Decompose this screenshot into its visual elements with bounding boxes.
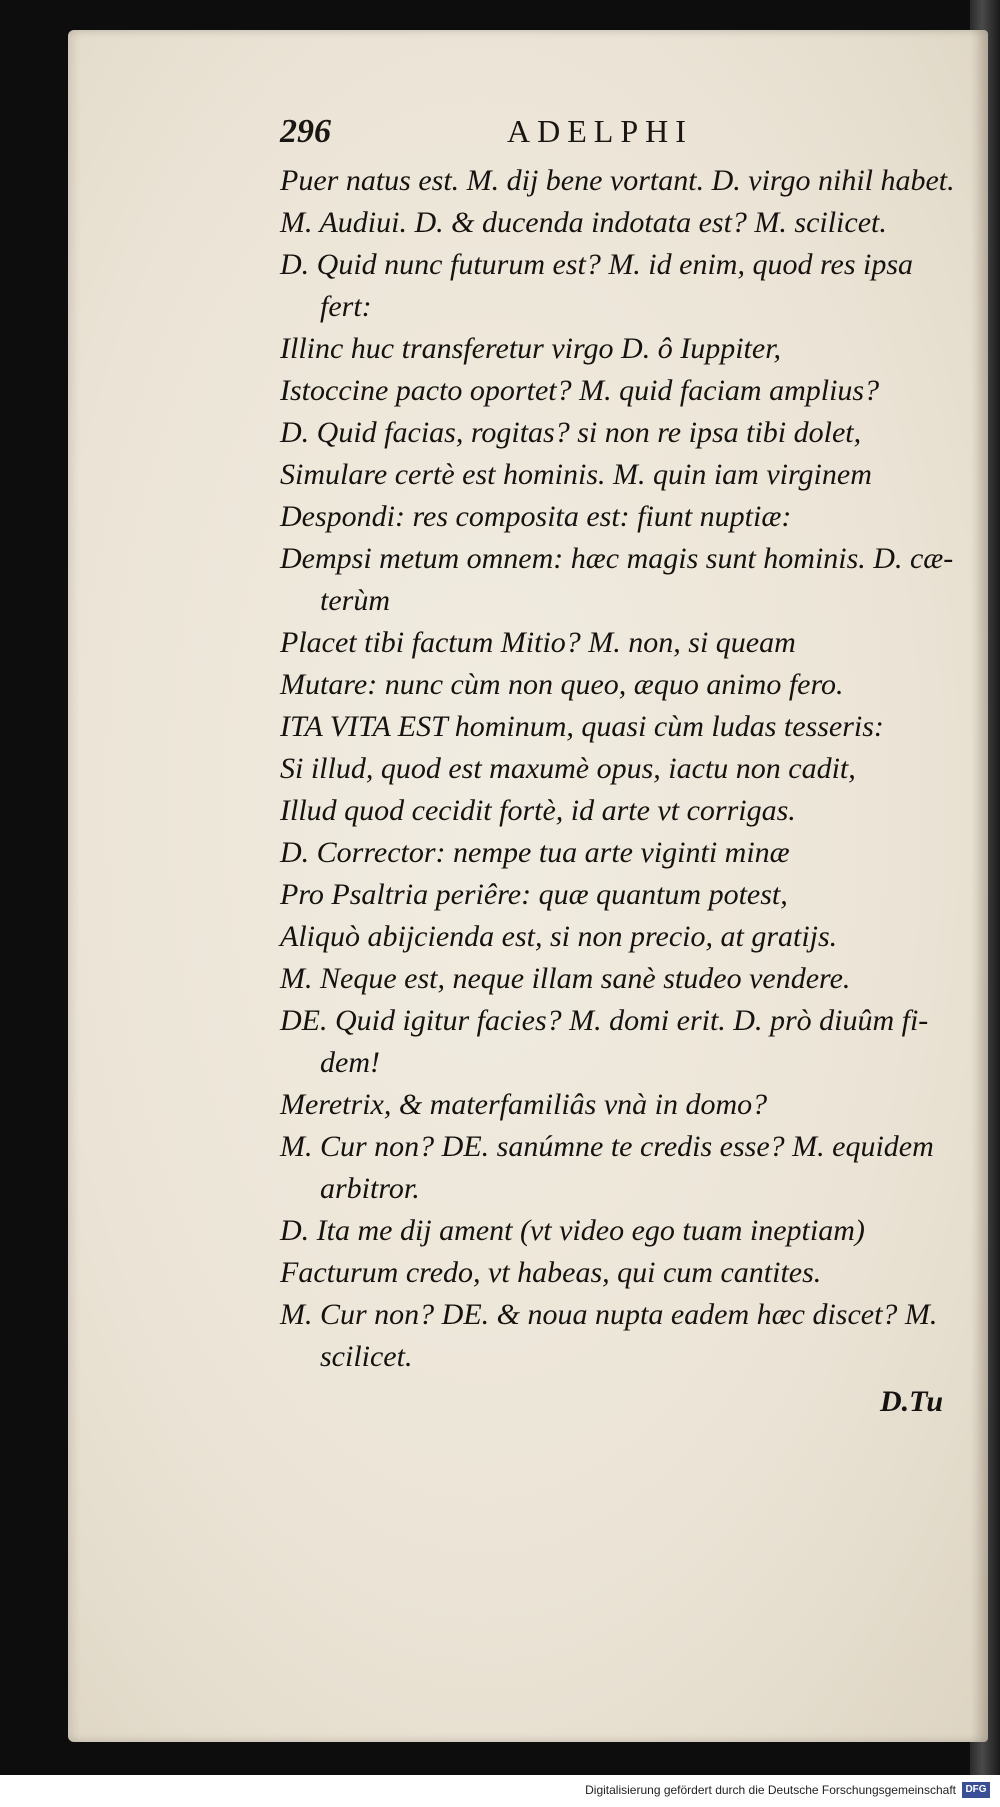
text-line: Dempsi metum omnem: hæc magis sunt hominis. D. cæ-: [280, 542, 954, 575]
text-line: Mutare: nunc cùm non queo, æquo animo fero.: [280, 668, 844, 701]
text-line: ITA VITA EST hominum, quasi cùm ludas tesseris:: [280, 710, 884, 743]
page-number: 296: [280, 113, 331, 150]
text-line: Istoccine pacto oportet? M. quid faciam amplius?: [280, 374, 880, 407]
text-line: Facturum credo, vt habeas, qui cum cantites.: [280, 1256, 822, 1289]
text-line: DE. Quid igitur facies? M. domi erit. D. prò diuûm fi-: [280, 1004, 929, 1037]
text-line: fert:: [320, 290, 372, 323]
text-line: terùm: [320, 584, 390, 617]
page-header: [280, 113, 940, 153]
text-line: Placet tibi factum Mitio? M. non, si queam: [280, 626, 796, 659]
text-line: D. Corrector: nempe tua arte viginti minæ: [280, 836, 790, 869]
funding-credit: Digitalisierung gefördert durch die Deutsche Forschungsgemeinschaft: [585, 1783, 956, 1797]
text-line: Pro Psaltria periêre: quæ quantum potest,: [280, 878, 788, 911]
text-line: D. Quid nunc futurum est? M. id enim, quod res ipsa: [280, 248, 914, 281]
verse-text: [280, 160, 980, 1378]
text-line: arbitror.: [320, 1172, 420, 1205]
text-line: D. Quid facias, rogitas? si non re ipsa tibi dolet,: [280, 416, 862, 449]
text-line: M. Neque est, neque illam sanè studeo vendere.: [280, 962, 851, 995]
text-line: Illinc huc transferetur virgo D. ô Iuppiter,: [280, 332, 782, 365]
text-line: Si illud, quod est maxumè opus, iactu non cadit,: [280, 752, 856, 785]
text-line: M. Cur non? DE. & noua nupta eadem hæc discet? M.: [280, 1298, 938, 1331]
text-line: D. Ita me dij ament (vt video ego tuam ineptiam): [280, 1214, 865, 1247]
running-title: ADELPHI: [507, 113, 693, 149]
text-line: M. Cur non? DE. sanúmne te credis esse? M. equidem: [280, 1130, 934, 1163]
text-line: Illud quod cecidit fortè, id arte vt corrigas.: [280, 794, 796, 827]
text-line: Puer natus est. M. dij bene vortant. D. virgo nihil habet.: [280, 164, 955, 197]
text-line: scilicet.: [320, 1340, 413, 1373]
text-line: dem!: [320, 1046, 380, 1079]
catchword: D.Tu: [880, 1385, 944, 1418]
text-line: Simulare certè est hominis. M. quin iam virginem: [280, 458, 872, 491]
text-line: Despondi: res composita est: fiunt nuptiæ:: [280, 500, 792, 533]
text-line: M. Audiui. D. & ducenda indotata est? M. scilicet.: [280, 206, 887, 239]
digitization-footer: [0, 1775, 1000, 1807]
text-line: Meretrix, & materfamiliâs vnà in domo?: [280, 1088, 768, 1121]
text-line: Aliquò abijcienda est, si non precio, at gratijs.: [280, 920, 838, 953]
dfg-logo: DFG: [962, 1782, 990, 1798]
